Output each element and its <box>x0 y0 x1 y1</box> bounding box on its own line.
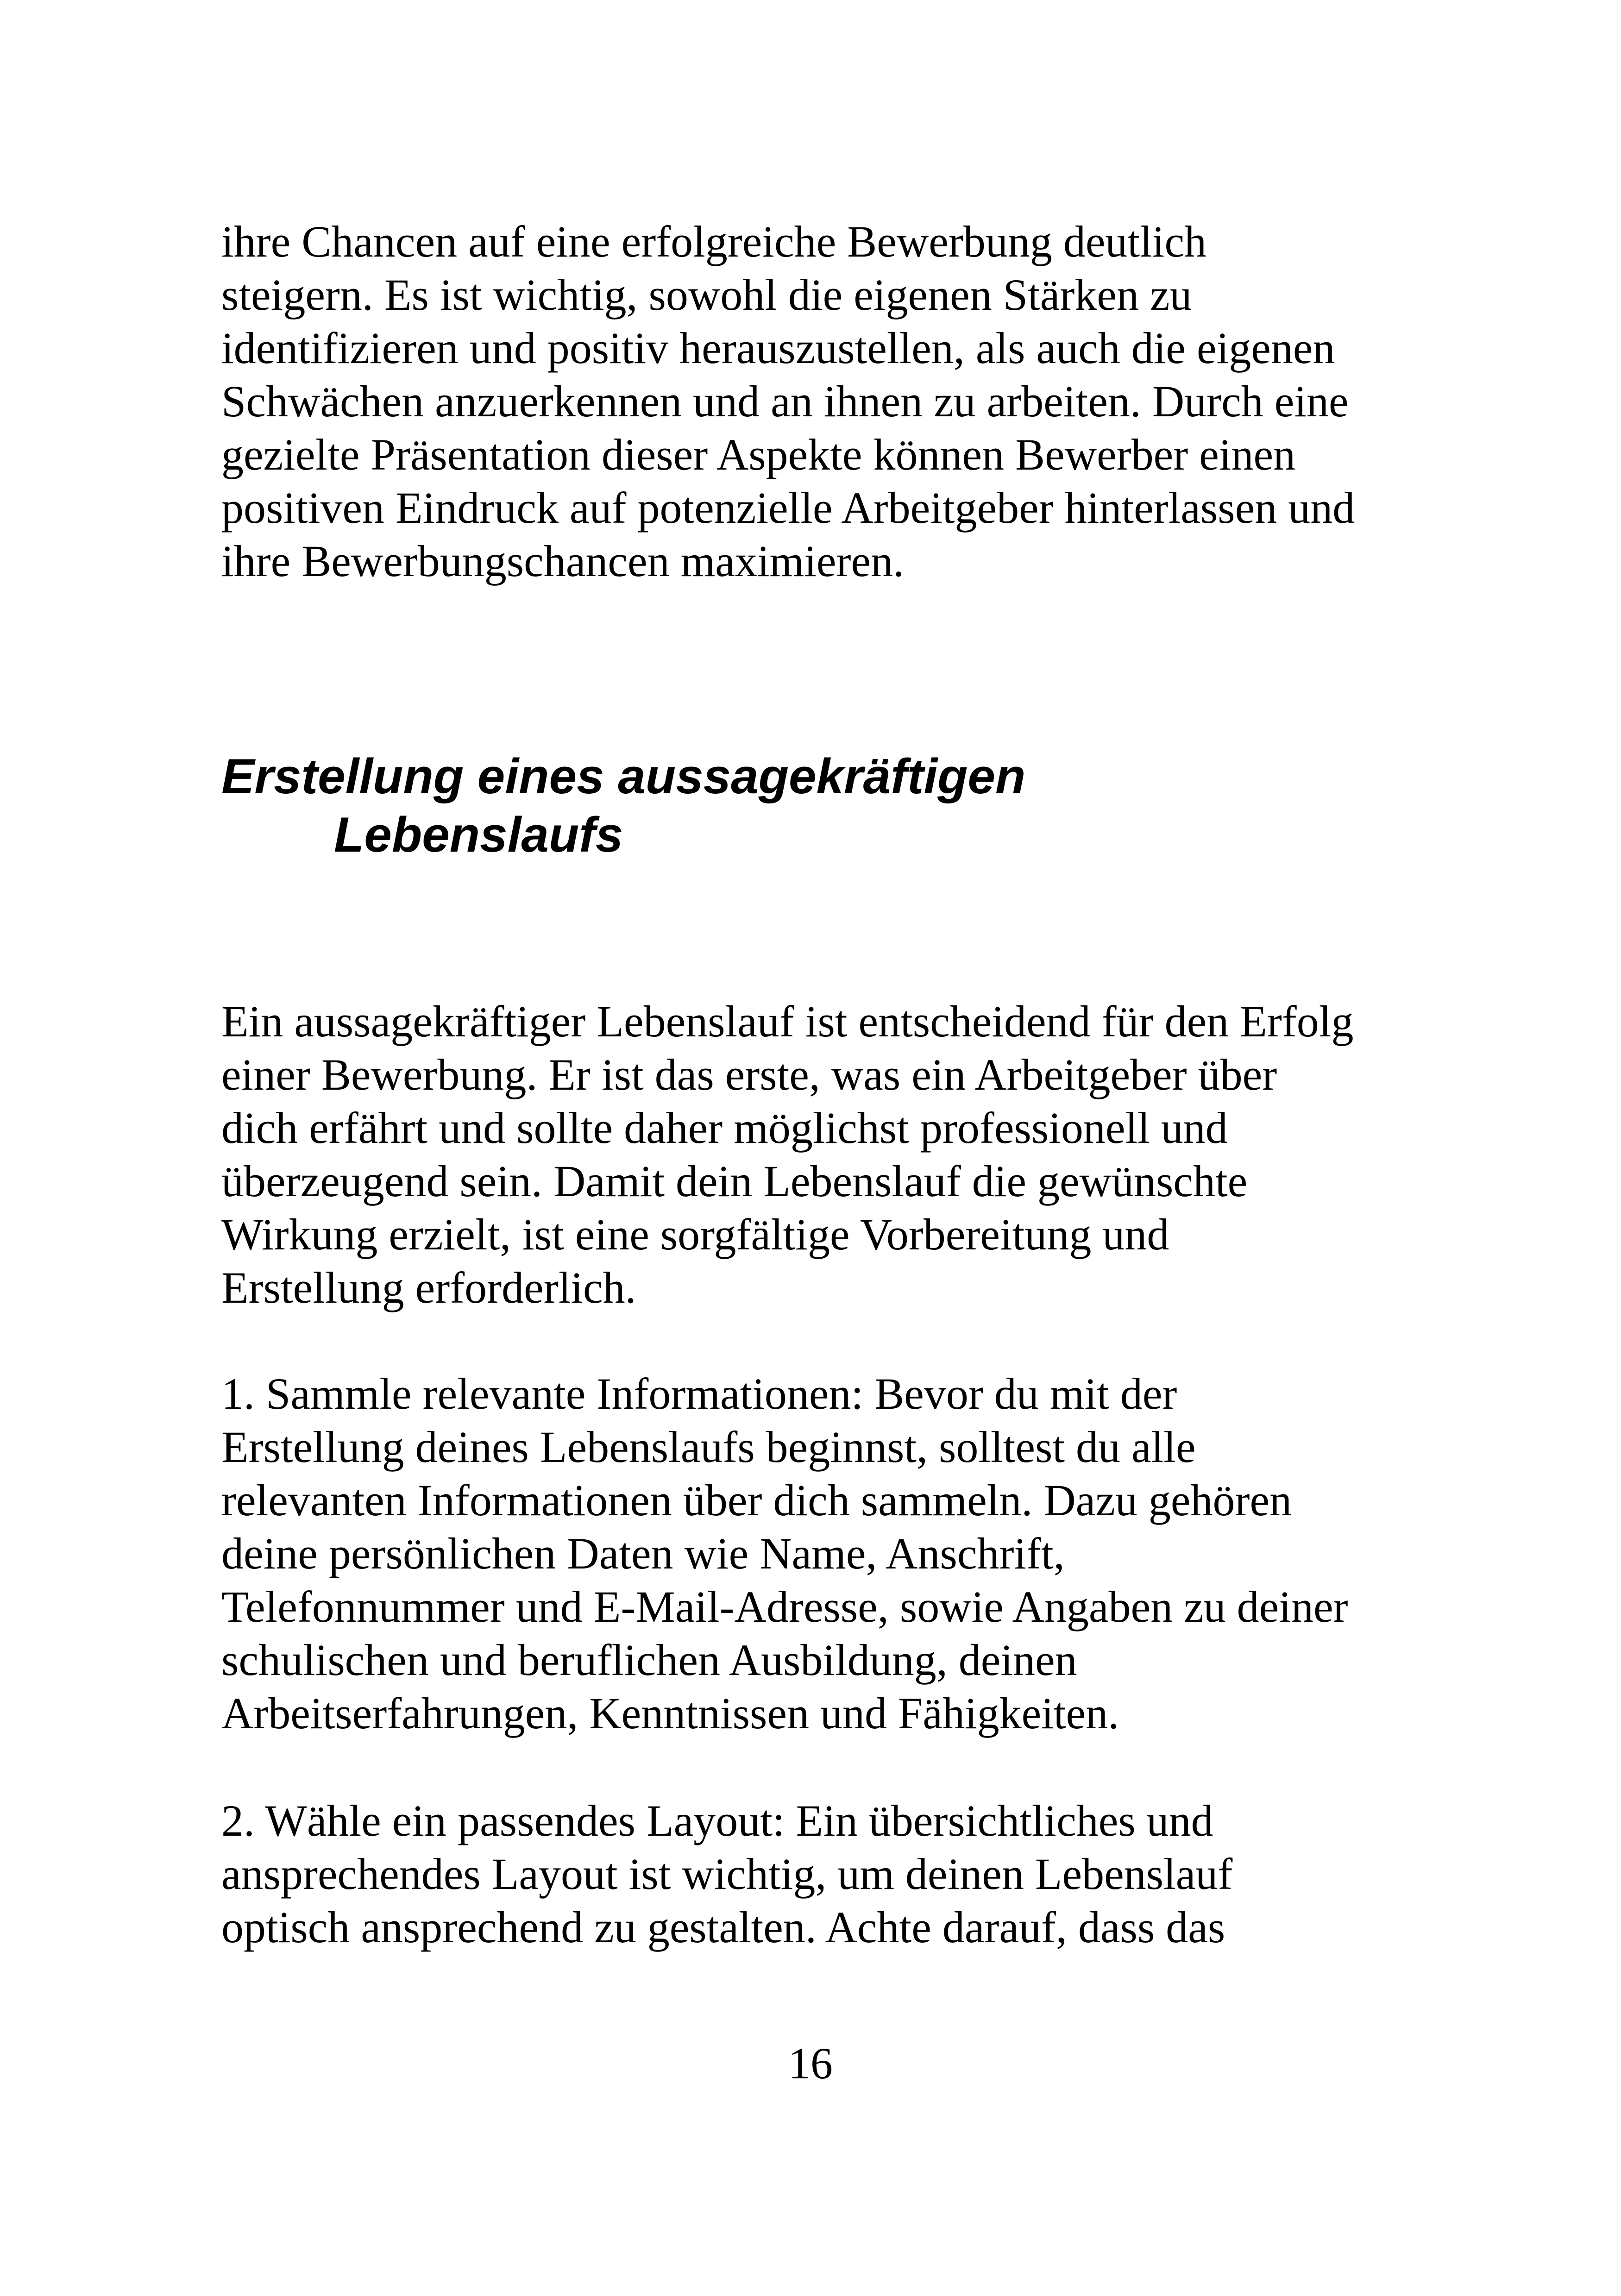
text-line: gezielte Präsentation dieser Aspekte können Bewerber einen <box>221 430 1296 479</box>
text-line: Wirkung erzielt, ist eine sorgfältige Vorbereitung und <box>221 1210 1169 1259</box>
text-line: dich erfährt und sollte daher möglichst professionell und <box>221 1103 1228 1153</box>
section-heading <box>221 747 1449 864</box>
body-paragraph-3 <box>221 1794 1449 1954</box>
text-line: einer Bewerbung. Er ist das erste, was ein Arbeitgeber über <box>221 1050 1277 1099</box>
text-line: Arbeitserfahrungen, Kenntnissen und Fähigkeiten. <box>221 1688 1119 1738</box>
text-line: ihre Chancen auf eine erfolgreiche Bewerbung deutlich <box>221 217 1207 266</box>
text-line: 1. Sammle relevante Informationen: Bevor du mit der <box>221 1369 1177 1418</box>
text-line: relevanten Informationen über dich sammeln. Dazu gehören <box>221 1475 1292 1525</box>
text-line: ansprechendes Layout ist wichtig, um deinen Lebenslauf <box>221 1849 1233 1899</box>
intro-paragraph <box>221 215 1449 588</box>
text-line: 2. Wähle ein passendes Layout: Ein übersichtliches und <box>221 1796 1213 1845</box>
text-line: positiven Eindruck auf potenzielle Arbeitgeber hinterlassen und <box>221 483 1355 533</box>
text-line: ihre Bewerbungschancen maximieren. <box>221 536 905 586</box>
body-paragraph-1 <box>221 995 1449 1314</box>
text-line: Erstellung erforderlich. <box>221 1263 636 1312</box>
text-line: Telefonnummer und E-Mail-Adresse, sowie Angaben zu deiner <box>221 1582 1348 1631</box>
body-paragraph-2 <box>221 1367 1449 1740</box>
page-number: 16 <box>788 2039 833 2088</box>
text-line: schulischen und beruflichen Ausbildung, deinen <box>221 1635 1077 1685</box>
text-line: Erstellung deines Lebenslaufs beginnst, solltest du alle <box>221 1422 1196 1472</box>
text-line: steigern. Es ist wichtig, sowohl die eigenen Stärken zu <box>221 270 1192 320</box>
text-line: identifizieren und positiv herauszustellen, als auch die eigenen <box>221 323 1335 373</box>
text-line: überzeugend sein. Damit dein Lebenslauf die gewünschte <box>221 1156 1248 1206</box>
text-line: deine persönlichen Daten wie Name, Anschrift, <box>221 1529 1065 1578</box>
heading-line: Erstellung eines aussagekräftigen <box>221 748 1026 804</box>
text-line: Ein aussagekräftiger Lebenslauf ist entscheidend für den Erfolg <box>221 997 1354 1046</box>
heading-line: Lebenslaufs <box>334 807 623 862</box>
text-line: Schwächen anzuerkennen und an ihnen zu arbeiten. Durch eine <box>221 376 1349 426</box>
text-line: optisch ansprechend zu gestalten. Achte darauf, dass das <box>221 1902 1225 1952</box>
